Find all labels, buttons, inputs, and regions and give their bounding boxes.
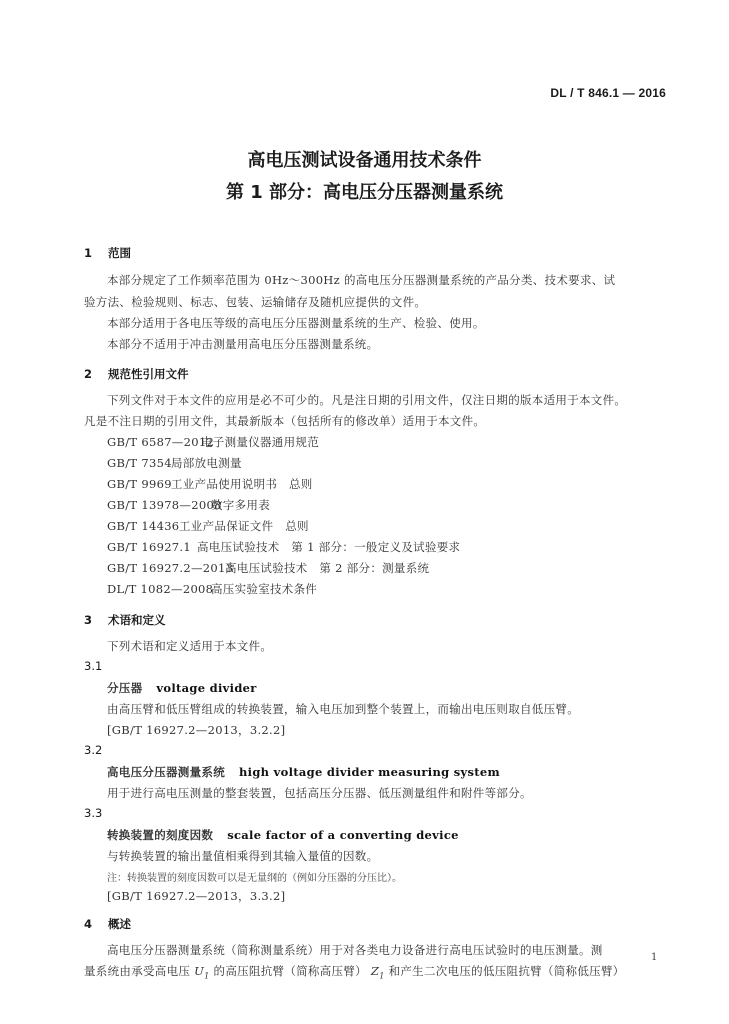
paragraph: 高电压分压器测量系统（简称测量系统）用于对各类电力设备进行高电压试验时的电压测量。测 xyxy=(107,943,603,957)
term-chinese: 高电压分压器测量系统 xyxy=(107,765,225,779)
reference-code: GB/T 9969 xyxy=(107,477,172,491)
term-source: [GB/T 16927.2—2013，3.2.2] xyxy=(107,723,286,737)
section-number: 2 xyxy=(84,367,93,381)
reference-title: 工业产品保证文件 总则 xyxy=(179,519,309,533)
reference-code: GB/T 13978—2008 xyxy=(107,498,222,512)
section-4-heading xyxy=(84,916,131,932)
paragraph: 下列文件对于本文件的应用是必不可少的。凡是注日期的引用文件，仅注日期的版本适用于本文件。 xyxy=(107,393,627,407)
term-chinese: 转换装置的刻度因数 xyxy=(107,828,214,842)
reference-title: 局部放电测量 xyxy=(171,456,242,470)
reference-title: 电子测量仪器通用规范 xyxy=(201,435,319,449)
term-source: [GB/T 16927.2—2013，3.3.2] xyxy=(107,889,286,903)
section-1-heading xyxy=(84,245,131,261)
paragraph: 本部分适用于各电压等级的高电压分压器测量系统的生产、检验、使用。 xyxy=(107,316,485,330)
reference-item xyxy=(107,518,309,534)
term-definition: 由高压臂和低压臂组成的转换装置，输入电压加到整个装置上，而输出电压则取自低压臂。 xyxy=(107,702,579,716)
term-note: 注：转换装置的刻度因数可以是无量纲的（例如分压器的分压比）。 xyxy=(107,873,402,884)
term-heading xyxy=(107,764,500,780)
reference-code: GB/T 16927.1 xyxy=(107,540,191,554)
term-number: 3.3 xyxy=(84,806,103,820)
term-english: high voltage divider measuring system xyxy=(239,765,500,779)
term-chinese: 分压器 xyxy=(107,681,143,695)
page-number: 1 xyxy=(651,952,658,963)
text-run: 和产生二次电压的低压阻抗臂（简称低压臂） xyxy=(388,964,625,978)
reference-item xyxy=(107,497,270,513)
section-3-heading xyxy=(84,612,166,628)
section-number: 4 xyxy=(84,917,93,931)
paragraph: 本部分不适用于冲击测量用高电压分压器测量系统。 xyxy=(107,337,379,351)
section-title: 术语和定义 xyxy=(108,613,166,627)
reference-title: 高压实验室技术条件 xyxy=(211,582,318,596)
section-title: 规范性引用文件 xyxy=(108,367,189,381)
section-title: 概述 xyxy=(108,917,131,931)
reference-title: 高电压试验技术 第 1 部分：一般定义及试验要求 xyxy=(197,540,461,554)
term-english: scale factor of a converting device xyxy=(227,828,459,842)
paragraph: 凡是不注日期的引用文件，其最新版本（包括所有的修改单）适用于本文件。 xyxy=(84,414,486,428)
section-title: 范围 xyxy=(108,246,131,260)
term-number: 3.1 xyxy=(84,659,103,673)
document-subtitle: 第 1 部分：高电压分压器测量系统 xyxy=(225,182,504,203)
standard-code: DL / T 846.1 — 2016 xyxy=(550,86,666,100)
document-title: 高电压测试设备通用技术条件 xyxy=(247,150,482,171)
reference-code: GB/T 16927.2—2013 xyxy=(107,561,234,575)
reference-code: GB/T 7354 xyxy=(107,456,172,470)
symbol-z: $Z_1$ xyxy=(370,964,385,981)
reference-code: GB/T 14436 xyxy=(107,519,180,533)
reference-title: 工业产品使用说明书 总则 xyxy=(171,477,313,491)
reference-item xyxy=(107,455,242,471)
reference-code: GB/T 6587—2012 xyxy=(107,435,215,449)
reference-title: 数字多用表 xyxy=(211,498,270,512)
reference-title: 高电压试验技术 第 2 部分：测量系统 xyxy=(225,561,430,575)
section-number: 3 xyxy=(84,613,93,627)
reference-item xyxy=(107,434,319,450)
reference-item xyxy=(107,560,429,576)
text-run: 量系统由承受高电压 xyxy=(84,964,191,978)
reference-item xyxy=(107,581,317,597)
term-heading xyxy=(107,827,459,843)
reference-item xyxy=(107,539,460,555)
paragraph: 下列术语和定义适用于本文件。 xyxy=(107,639,273,653)
text-run: 的高压阻抗臂（简称高压臂） xyxy=(213,964,367,978)
term-english: voltage divider xyxy=(156,681,257,695)
reference-code: DL/T 1082—2008 xyxy=(107,582,214,596)
section-number: 1 xyxy=(84,246,93,260)
symbol-u: $U_1$ xyxy=(194,964,210,981)
term-number: 3.2 xyxy=(84,743,103,757)
paragraph: 本部分规定了工作频率范围为 0Hz～300Hz 的高电压分压器测量系统的产品分类、技术要求、试 xyxy=(107,273,616,287)
paragraph: 验方法、检验规则、标志、包装、运输储存及随机应提供的文件。 xyxy=(84,295,427,309)
reference-item xyxy=(107,476,313,492)
term-definition: 用于进行高电压测量的整套装置，包括高压分压器、低压测量组件和附件等部分。 xyxy=(107,786,532,800)
paragraph xyxy=(84,963,625,980)
term-heading xyxy=(107,680,257,696)
term-definition: 与转换装置的输出量值相乘得到其输入量值的因数。 xyxy=(107,849,379,863)
section-2-heading xyxy=(84,366,189,382)
